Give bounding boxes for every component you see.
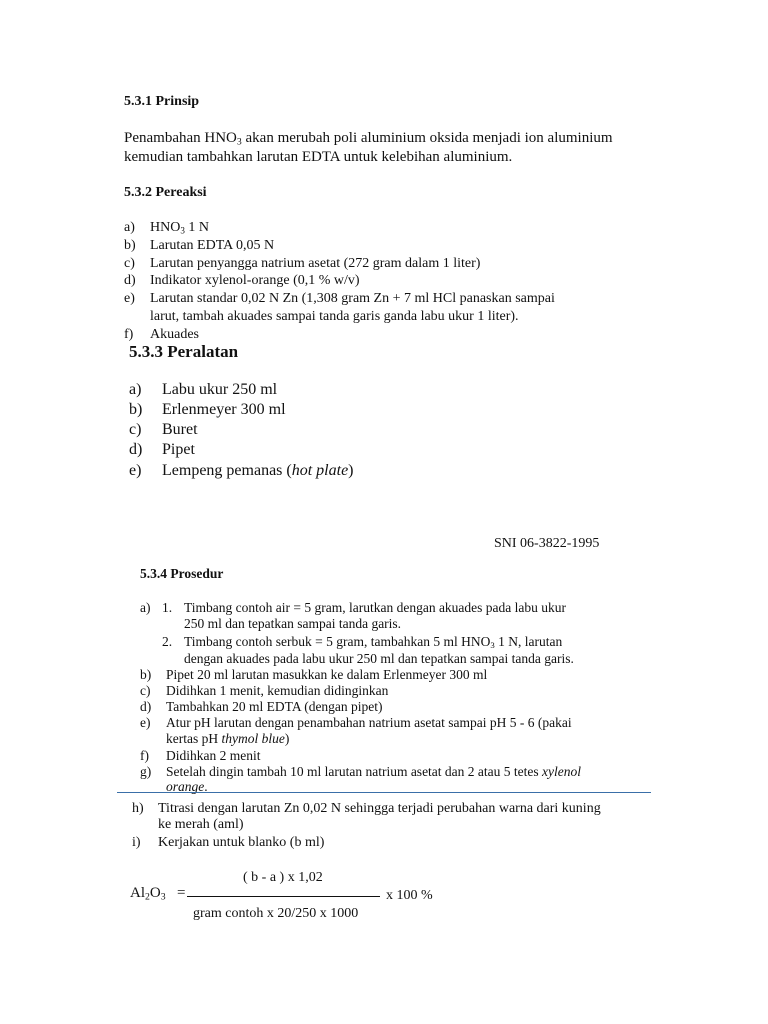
prosedur-item-a-label: a) — [140, 600, 151, 615]
formula-numerator: ( b - a ) x 1,02 — [243, 870, 323, 885]
prosedur-item-c: c) Didihkan 1 menit, kemudian didinginkan — [140, 683, 389, 698]
formula-lhs: $Al_2O_3$ — [130, 885, 166, 903]
formula-denominator: gram contoh x 20/250 x 1000 — [193, 906, 359, 921]
prosedur-item-g: g) Setelah dingin tambah 10 ml larutan natrium asetat dan 2 atau 5 tetes xylenol — [140, 764, 582, 779]
prosedur-item-d: d) Tambahkan 20 ml EDTA (dengan pipet) — [140, 699, 383, 714]
pereaksi-item-e-cont: larut, tambah akuades sampai tanda garis ganda labu ukur 1 liter). — [150, 309, 519, 324]
section-title-prosedur: 5.3.4 Prosedur — [140, 566, 224, 581]
prosedur-item-i: i) Kerjakan untuk blanko (b ml) — [132, 835, 325, 850]
formula-multiplier: x 100 % — [386, 888, 433, 903]
section-title-prinsip: 5.3.1 Prinsip — [124, 94, 200, 109]
prosedur-a2-line-1: 2. Timbang contoh serbuk = 5 gram, tambahkan 5 ml $HNO_3$ 1 N, larutan — [162, 634, 563, 651]
section-title-peralatan: 5.3.3 Peralatan — [129, 342, 239, 361]
section-divider — [117, 792, 651, 793]
peralatan-item-b: b) Erlenmeyer 300 ml — [129, 401, 286, 418]
prinsip-line-2: kemudian tambahkan larutan EDTA untuk kelebihan aluminium. — [124, 149, 513, 165]
prinsip-line-1: Penambahan $HNO_3$ akan merubah poli aluminium oksida menjadi ion aluminium — [124, 130, 613, 148]
prosedur-item-h: h) Titrasi dengan larutan Zn 0,02 N sehingga terjadi perubahan warna dari kuning — [132, 801, 601, 816]
prosedur-item-f: f) Didihkan 2 menit — [140, 748, 261, 763]
prosedur-item-h-cont: ke merah (aml) — [158, 817, 244, 832]
pereaksi-item-c: c) Larutan penyangga natrium asetat (272 gram dalam 1 liter) — [124, 256, 481, 271]
prosedur-a1-line-2: 250 ml dan tepatkan sampai tanda garis. — [184, 616, 402, 631]
peralatan-item-d: d) Pipet — [129, 441, 195, 458]
pereaksi-item-a: a) $HNO_3$ 1 N — [124, 220, 210, 236]
formula-equals: = — [177, 885, 186, 901]
pereaksi-item-d: d) Indikator xylenol-orange (0,1 % w/v) — [124, 273, 360, 288]
pereaksi-item-b: b) Larutan EDTA 0,05 N — [124, 238, 275, 253]
peralatan-item-a: a) Labu ukur 250 ml — [129, 381, 278, 398]
formula-fraction-bar — [187, 896, 380, 897]
prosedur-item-g-cont: orange. — [166, 779, 208, 794]
pereaksi-item-f: f) Akuades — [124, 327, 199, 342]
prosedur-item-e: e) Atur pH larutan dengan penambahan natrium asetat sampai pH 5 - 6 (pakai — [140, 715, 572, 730]
prosedur-item-b: b) Pipet 20 ml larutan masukkan ke dalam Erlenmeyer 300 ml — [140, 667, 488, 682]
prosedur-item-e-cont: kertas pH thymol blue) — [166, 731, 290, 746]
prosedur-a1-line-1: 1. Timbang contoh air = 5 gram, larutkan dengan akuades pada labu ukur — [162, 600, 567, 615]
peralatan-item-c: c) Buret — [129, 421, 198, 438]
peralatan-item-e: e) Lempeng pemanas (hot plate) — [129, 462, 354, 479]
pereaksi-item-e: e) Larutan standar 0,02 N Zn (1,308 gram Zn + 7 ml HCl panaskan sampai — [124, 291, 555, 306]
document-reference: SNI 06-3822-1995 — [494, 536, 600, 551]
section-title-pereaksi: 5.3.2 Pereaksi — [124, 185, 207, 200]
prosedur-a2-line-2: dengan akuades pada labu ukur 250 ml dan tepatkan sampai tanda garis. — [184, 651, 574, 666]
